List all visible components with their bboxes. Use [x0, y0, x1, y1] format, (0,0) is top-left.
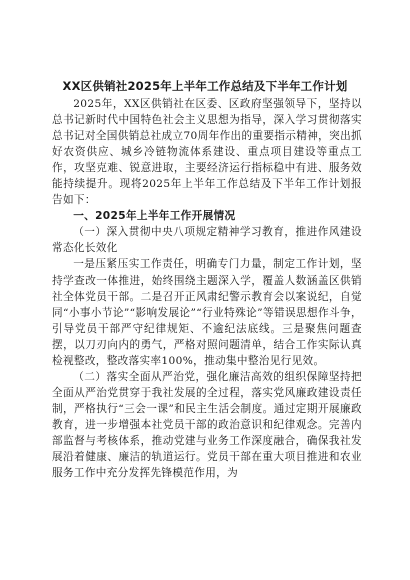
- document-body: [52, 96, 362, 481]
- document-title: XX区供销社2025年上半年工作总结及下半年工作计划: [62, 79, 348, 93]
- section-heading-1: 一、2025年上半年工作开展情况: [73, 210, 236, 223]
- subsection-heading-1: （一）深入贯彻中央八项规定精神学习教育，推进作风建设常态化长效化: [52, 226, 362, 255]
- body-paragraph: 一是压紧压实工作责任，明确专门力量，制定工作计划，坚持学查改一体推进，始终围绕主题深入学，覆盖人数涵盖区供销社全体党员干部。二是召开正风肃纪警示教育会以案说纪，自觉同“小事小节论”“影响发展论”“行业特殊论”等错误思想作斗争，引导党员干部严守纪律规矩、不逾纪法底线。三是聚焦问题查摆，以刀刃向内的勇气，严格对照问题清单，结合工作实际认真检视整改，整改落实率100%，推动集中整治见行见效。: [52, 258, 362, 367]
- subsection-paragraph-2: （二）落实全面从严治党，强化廉洁高效的组织保障坚持把全面从严治党贯穿于我社发展的全过程，落实党风廉政建设责任制，严格执行“三会一课”和民主生活会制度。通过定期开展廉政教育，进一步增强本社党员干部的政治意识和纪律观念。完善内部监督与考核体系，推动党建与业务工作深度融合，确保我社发展沿着健康、廉洁的轨道运行。党员干部在重大项目推进和农业服务工作中充分发挥先锋模范作用，为: [52, 370, 362, 480]
- intro-paragraph: 2025年，XX区供销社在区委、区政府坚强领导下，坚持以总书记新时代中国特色社会主义思想为指导，深入学习贯彻落实总书记对全国供销总社成立70周年作出的重要指示精神，突出抓好农资供应、城乡冷链物流体系建设、重点项目建设等重点工作，攻坚克难、锐意进取，主要经济运行指标稳中有进、服务效能持续提升。现将2025年上半年工作总结及下半年工作计划报告如下：: [52, 98, 362, 207]
